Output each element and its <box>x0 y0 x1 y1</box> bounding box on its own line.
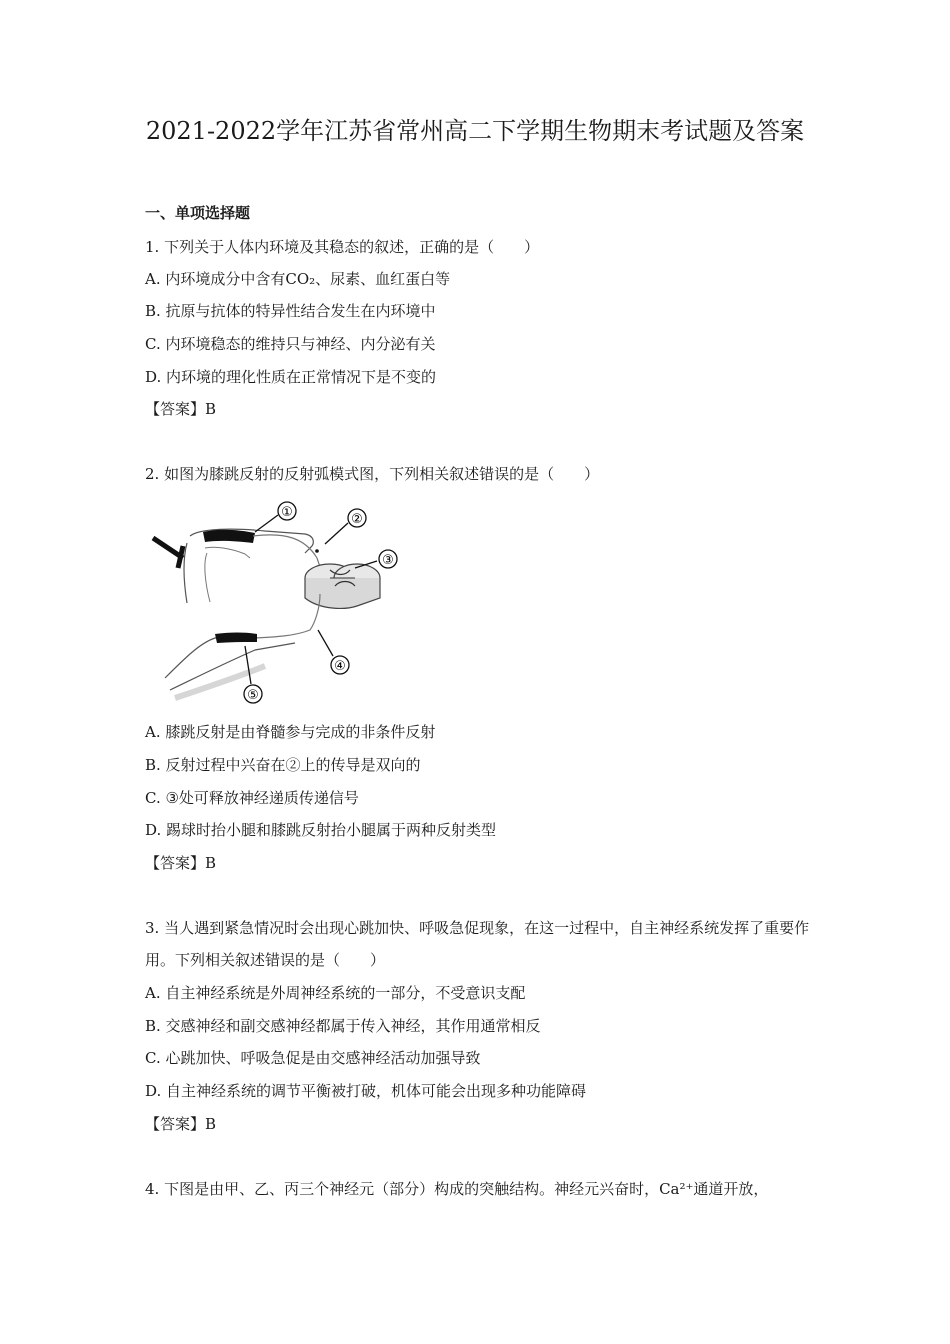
section-heading: 一、单项选择题 <box>145 204 251 222</box>
q1-option-c: C. 内环境稳态的维持只与神经、内分泌有关 <box>145 335 436 353</box>
q3-option-a: A. 自主神经系统是外周神经系统的一部分，不受意识支配 <box>145 984 526 1002</box>
q4-stem: 4. 下图是由甲、乙、丙三个神经元（部分）构成的突触结构。神经元兴奋时，Ca²⁺通道开放， <box>145 1180 769 1198</box>
q2-option-c: C. ③处可释放神经递质传递信号 <box>145 789 359 807</box>
q1-option-a: A. 内环境成分中含有CO₂、尿素、血红蛋白等 <box>145 270 451 288</box>
q2-option-b: B. 反射过程中兴奋在②上的传导是双向的 <box>145 756 421 774</box>
reflex-arc-figure <box>145 498 405 708</box>
q2-option-a: A. 膝跳反射是由脊髓参与完成的非条件反射 <box>145 723 436 741</box>
figure-label-2: ② <box>351 512 363 527</box>
q2-answer: 【答案】B <box>145 854 217 872</box>
q1-option-d: D. 内环境的理化性质在正常情况下是不变的 <box>145 368 437 386</box>
q3-answer: 【答案】B <box>145 1115 217 1133</box>
q1-stem: 1. 下列关于人体内环境及其稳态的叙述，正确的是（ ） <box>145 238 540 256</box>
figure-label-3: ③ <box>382 553 394 568</box>
q3-option-b: B. 交感神经和副交感神经都属于传入神经，其作用通常相反 <box>145 1017 541 1035</box>
q3-stem: 3. 当人遇到紧急情况时会出现心跳加快、呼吸急促现象，在这一过程中，自主神经系统发挥了重要作用。下列相关叙述错误的是（ ） <box>145 919 810 969</box>
q1-option-b: B. 抗原与抗体的特异性结合发生在内环境中 <box>145 302 436 320</box>
q2-stem: 2. 如图为膝跳反射的反射弧模式图，下列相关叙述错误的是（ ） <box>145 465 600 483</box>
q1-answer: 【答案】B <box>145 400 217 418</box>
q3-option-c: C. 心跳加快、呼吸急促是由交感神经活动加强导致 <box>145 1049 481 1067</box>
q2-option-d: D. 踢球时抬小腿和膝跳反射抬小腿属于两种反射类型 <box>145 821 497 839</box>
figure-label-1: ① <box>281 505 293 520</box>
document-title: 2021-2022学年江苏省常州高二下学期生物期末考试题及答案 <box>145 117 805 145</box>
figure-label-4: ④ <box>334 659 346 674</box>
q3-option-d: D. 自主神经系统的调节平衡被打破，机体可能会出现多种功能障碍 <box>145 1082 587 1100</box>
figure-label-5: ⑤ <box>247 688 259 703</box>
